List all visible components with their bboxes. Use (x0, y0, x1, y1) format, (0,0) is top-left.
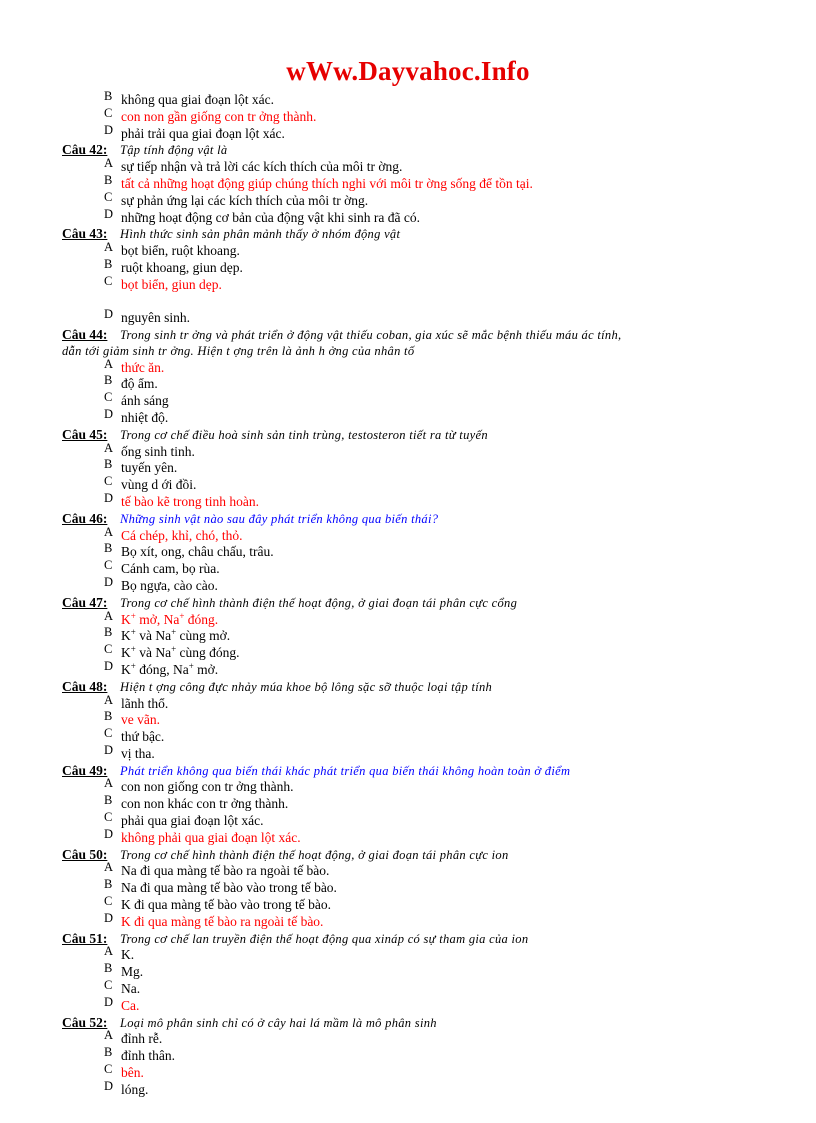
answer-option (0, 726, 816, 746)
option-letter: D (104, 206, 114, 221)
option-letter: D (104, 406, 114, 421)
question-text: Hiện t ợng công đực nhảy múa khoe bộ lông sặc sỡ thuộc loại tập tính (120, 679, 493, 694)
option-letter: C (104, 978, 113, 993)
option-tail: cùng đóng. (176, 645, 240, 661)
option-text: ve vãn. (121, 712, 160, 728)
question-number: Câu 45: (62, 426, 108, 442)
answer-option (0, 122, 816, 143)
option-text: Na. (121, 981, 141, 997)
question-row (0, 226, 816, 243)
option-letter: A (104, 860, 114, 875)
answer-option (0, 390, 816, 410)
option-text: K. (121, 947, 135, 963)
option-text: sự phản ứng lại các kích thích của môi tr ờng. (121, 192, 369, 208)
answer-option (0, 524, 816, 545)
option-text: Na đi qua màng tế bào vào trong tế bào. (121, 880, 337, 896)
answer-option (0, 608, 816, 629)
option-tail: mở. (193, 661, 219, 677)
ion-na: đóng, Na (135, 661, 189, 677)
option-text: bọt biển, giun dẹp. (121, 276, 222, 292)
question-row (0, 595, 816, 612)
question-row (0, 763, 816, 780)
option-text: ruột khoang, giun dẹp. (121, 259, 243, 275)
question-text-continued: dẫn tới giảm sinh tr ởng. Hiện t ợng trên là ảnh h ởng của nhân tố (62, 343, 415, 358)
option-letter: B (104, 961, 113, 976)
option-tail: cùng mở. (176, 628, 231, 644)
option-letter: D (104, 994, 114, 1009)
question-row (0, 847, 816, 864)
option-letter: C (104, 726, 113, 741)
answer-option (0, 860, 816, 880)
option-letter: A (104, 524, 114, 539)
answer-option (0, 457, 816, 477)
answer-option (0, 642, 816, 662)
answer-option (0, 490, 816, 511)
question-text: Trong cơ chế hình thành điện thế hoạt động, ở giai đoạn tái phân cực cổng (120, 595, 518, 610)
question-row (0, 427, 816, 444)
option-text: Ca. (121, 997, 140, 1013)
ion-k: K (121, 611, 131, 627)
answer-option (0, 105, 816, 126)
question-row (0, 511, 816, 528)
answer-option (0, 944, 816, 964)
option-text: nhiệt độ. (121, 409, 169, 425)
answer-option (0, 1078, 816, 1099)
option-text: bọt biển, ruột khoang. (121, 243, 240, 259)
charge-sup: + (130, 660, 136, 671)
option-text: Cá chép, khỉ, chó, thỏ. (121, 527, 243, 543)
option-text: K đi qua màng tế bào vào trong tế bào. (121, 897, 331, 913)
option-letter: B (104, 172, 113, 187)
option-letter: A (104, 440, 114, 455)
answer-option (0, 810, 816, 830)
question-number: Câu 48: (62, 678, 108, 694)
answer-option (0, 406, 816, 427)
charge-sup: + (171, 627, 177, 638)
answer-option (0, 541, 816, 561)
option-letter: C (104, 558, 113, 573)
option-text (121, 612, 218, 629)
answer-option (0, 574, 816, 595)
option-letter: B (104, 625, 113, 640)
option-text (121, 662, 218, 679)
option-letter: C (104, 1062, 113, 1077)
charge-sup: + (130, 627, 136, 638)
option-letter: A (104, 240, 114, 255)
question-text: Trong cơ chế hình thành điện thế hoạt động, ở giai đoạn tái phân cực ion (120, 847, 509, 862)
question-number: Câu 51: (62, 930, 108, 946)
question-number: Câu 47: (62, 594, 108, 610)
option-text: phải qua giai đoạn lột xác. (121, 813, 264, 829)
question-row (0, 931, 816, 948)
question-number: Câu 42: (62, 142, 108, 158)
option-text: sự tiếp nhận và trả lời các kích thích của môi tr ờng. (121, 159, 403, 175)
option-letter: C (104, 189, 113, 204)
answer-option (0, 793, 816, 813)
question-text: Phát triển không qua biến thái khác phát triển qua biến thái không hoàn toàn ở điểm (120, 763, 571, 778)
option-text: Na đi qua màng tế bào ra ngoài tế bào. (121, 863, 330, 879)
answer-option (0, 189, 816, 210)
option-text: Mg. (121, 964, 144, 980)
answer-option (0, 558, 816, 578)
option-letter: D (104, 658, 114, 673)
answer-option (0, 172, 816, 193)
ion-k: K (121, 645, 131, 661)
question-number: Câu 49: (62, 762, 108, 778)
question-number: Câu 44: (62, 326, 108, 342)
charge-sup: + (130, 610, 136, 621)
option-letter: B (104, 256, 113, 271)
question-row (0, 327, 816, 360)
answer-option (0, 709, 816, 729)
option-letter: B (104, 373, 113, 388)
option-text: tất cả những hoạt động giúp chúng thích nghi với môi tr ờng sống để tồn tại. (121, 175, 533, 191)
option-text: bên. (121, 1065, 144, 1081)
question-text: Tập tính động vật là (120, 143, 228, 158)
option-text: con non gần giống con tr ởng thành. (121, 108, 317, 124)
ion-na: và Na (135, 628, 172, 644)
answer-option (0, 910, 816, 931)
ion-na: và Na (135, 645, 172, 661)
option-letter: D (104, 122, 114, 137)
answer-option (0, 256, 816, 277)
question-row (0, 142, 816, 159)
answer-option (0, 156, 816, 176)
option-text: đỉnh rễ. (121, 1031, 163, 1047)
answer-option (0, 994, 816, 1015)
option-text: đỉnh thân. (121, 1048, 175, 1064)
option-letter: A (104, 608, 114, 623)
option-letter: D (104, 490, 114, 505)
option-text: vị tha. (121, 745, 155, 761)
site-title: wWw.Dayvahoc.Info (286, 56, 530, 86)
option-letter: B (104, 89, 113, 103)
answer-option (0, 658, 816, 679)
option-letter: C (104, 273, 113, 288)
option-letter: D (104, 1078, 114, 1093)
option-text: không qua giai đoạn lột xác. (121, 92, 274, 107)
option-letter: C (104, 894, 113, 909)
option-letter: D (104, 910, 114, 925)
option-letter: A (104, 776, 114, 791)
question-number: Câu 52: (62, 1014, 108, 1030)
option-tail: đóng. (184, 611, 219, 627)
answer-option (0, 826, 816, 847)
answer-option (0, 273, 816, 310)
answer-option (0, 89, 816, 109)
option-letter: B (104, 793, 113, 808)
question-text: Trong sinh tr ởng và phát triển ở động vật thiếu coban, gia xúc sẽ mắc bệnh thiếu máu ác tính, (120, 327, 622, 342)
option-letter: A (104, 944, 114, 959)
option-text: lóng. (121, 1081, 149, 1097)
question-list (0, 89, 816, 1099)
option-text: không phải qua giai đoạn lột xác. (121, 829, 301, 845)
option-letter: B (104, 457, 113, 472)
answer-option (0, 742, 816, 763)
question-number: Câu 43: (62, 226, 108, 242)
question-row (0, 1015, 816, 1032)
option-text: thứ bậc. (121, 729, 165, 745)
ion-na: mở, Na (135, 611, 180, 627)
answer-option (0, 978, 816, 998)
option-text: thức ăn. (121, 359, 165, 375)
option-letter: C (104, 474, 113, 489)
option-letter: A (104, 1028, 114, 1043)
option-letter: D (104, 742, 114, 757)
answer-option (0, 692, 816, 713)
ion-k: K (121, 661, 131, 677)
answer-option (0, 440, 816, 461)
option-text: lãnh thổ. (121, 695, 169, 711)
question-row (0, 679, 816, 696)
answer-option (0, 373, 816, 393)
charge-sup: + (171, 644, 177, 655)
option-letter: C (104, 810, 113, 825)
ion-k: K (121, 628, 131, 644)
answer-option (0, 1028, 816, 1048)
option-text: Bọ ngựa, cào cào. (121, 577, 218, 593)
answer-option (0, 625, 816, 645)
question-text: Trong cơ chế lan truyền điện thế hoạt động qua xináp có sự tham gia của ion (120, 931, 529, 946)
option-text: độ ẩm. (121, 376, 158, 392)
option-text: con non giống con tr ởng thành. (121, 779, 294, 795)
option-text: vùng d ới đồi. (121, 477, 197, 493)
option-text: ống sinh tinh. (121, 443, 195, 459)
option-letter: D (104, 826, 114, 841)
option-text: những hoạt động cơ bản của động vật khi sinh ra đã có. (121, 209, 421, 225)
option-letter: A (104, 692, 114, 707)
option-letter: B (104, 541, 113, 556)
answer-option (0, 356, 816, 377)
option-text: tuyến yên. (121, 460, 178, 476)
option-letter: B (104, 1045, 113, 1060)
answer-option (0, 776, 816, 796)
question-text: Hình thức sinh sản phân mảnh thấy ở nhóm động vật (120, 227, 401, 242)
answer-option (0, 474, 816, 494)
option-text: tế bào kẽ trong tinh hoàn. (121, 493, 259, 509)
option-letter: A (104, 356, 114, 371)
option-text: con non khác con tr ởng thành. (121, 796, 289, 812)
question-text: Loại mô phân sinh chỉ có ở cây hai lá mầm là mô phân sinh (120, 1015, 437, 1030)
answer-option (0, 894, 816, 914)
option-text (121, 645, 240, 662)
option-text: phải trải qua giai đoạn lột xác. (121, 125, 285, 141)
option-letter: D (104, 306, 114, 321)
charge-sup: + (188, 660, 194, 671)
charge-sup: + (130, 644, 136, 655)
option-text: Bọ xít, ong, châu chấu, trâu. (121, 544, 274, 560)
option-letter: B (104, 877, 113, 892)
question-text: Những sinh vật nào sau đây phát triển không qua biến thái? (120, 511, 439, 526)
option-letter: D (104, 574, 114, 589)
answer-option (0, 240, 816, 260)
option-letter: C (104, 390, 113, 405)
option-letter: C (104, 105, 113, 120)
option-text (121, 628, 230, 645)
question-number: Câu 50: (62, 846, 108, 862)
answer-option (0, 1045, 816, 1065)
option-letter: A (104, 156, 114, 171)
option-text: ánh sáng (121, 393, 169, 409)
option-letter: C (104, 642, 113, 657)
answer-option (0, 206, 816, 227)
answer-option (0, 877, 816, 897)
question-number: Câu 46: (62, 510, 108, 526)
option-text: K đi qua màng tế bào ra ngoài tế bào. (121, 913, 324, 929)
answer-option (0, 1062, 816, 1082)
charge-sup: + (179, 610, 185, 621)
question-text: Trong cơ chế điều hoà sinh sản tinh trùng, testosteron tiết ra từ tuyến (120, 427, 488, 442)
answer-option (0, 306, 816, 327)
answer-option (0, 961, 816, 981)
option-text: nguyên sinh. (121, 309, 190, 325)
option-letter: B (104, 709, 113, 724)
option-text: Cánh cam, bọ rùa. (121, 561, 220, 577)
